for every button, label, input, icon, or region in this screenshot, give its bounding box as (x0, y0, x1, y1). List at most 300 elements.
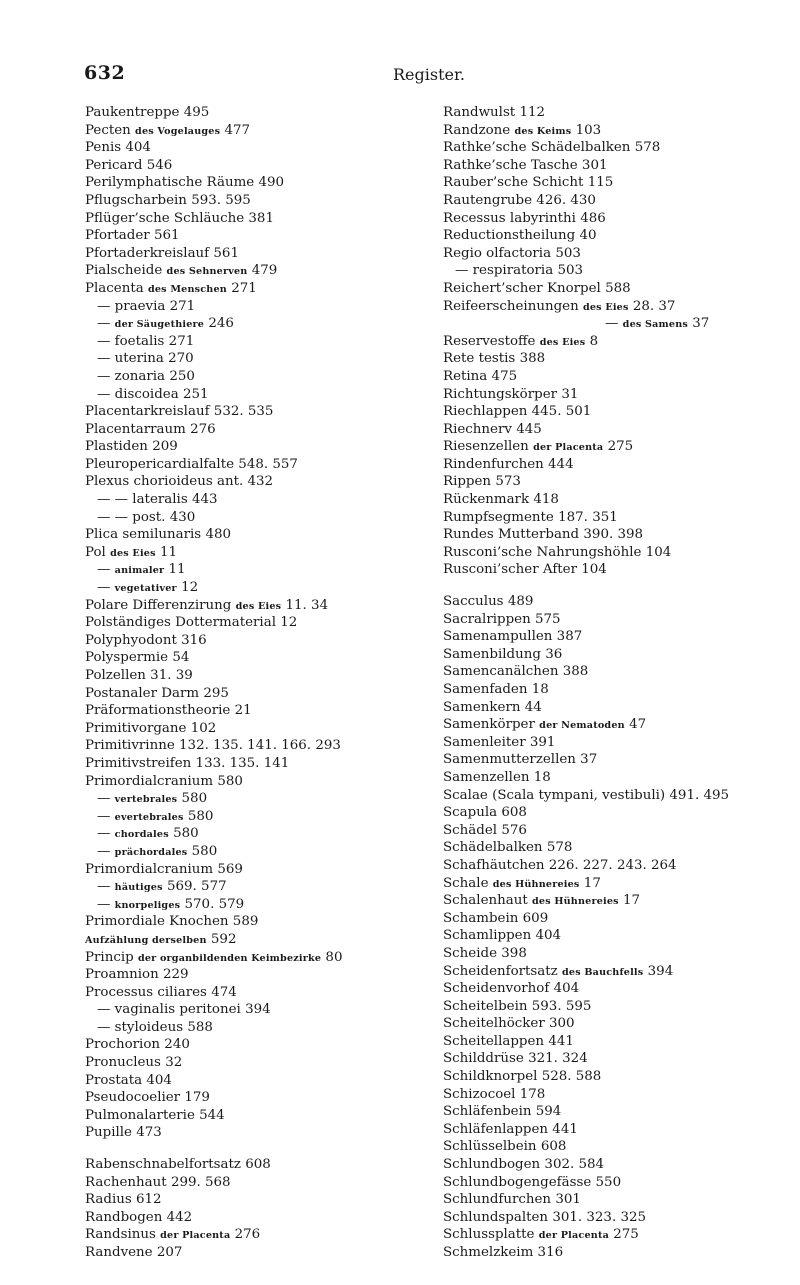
index-entry (85, 597, 415, 615)
index-entry (443, 787, 797, 805)
entry-term: Regio olfactoria (443, 245, 552, 261)
index-entry (443, 333, 797, 351)
index-entry (443, 593, 797, 611)
entry-page-refs: 316 (181, 632, 207, 648)
entry-page-refs: 561 (153, 228, 180, 244)
entry-term: Polare Differenzirung (85, 597, 232, 613)
entry-term: Primitivstreifen (85, 755, 192, 771)
entry-page-refs: 443 (191, 492, 218, 508)
index-entry (443, 438, 797, 456)
entry-term: Plexus chorioideus ant. (85, 474, 244, 490)
entry-term: — — lateralis (97, 492, 188, 508)
entry-qualifier: der Placenta (533, 442, 604, 454)
entry-term: Randsinus (85, 1227, 156, 1243)
index-entry (85, 579, 415, 597)
index-entry (443, 104, 797, 122)
entry-term: Primordialcranium (85, 773, 214, 789)
entry-qualifier: der Säugethiere (114, 319, 205, 331)
index-entry (85, 720, 415, 738)
index-entry (443, 1033, 797, 1051)
entry-term: — (605, 316, 619, 332)
entry-page-refs: 394 (245, 1002, 271, 1018)
index-entry (85, 1001, 415, 1019)
entry-term: Polyphyodont (85, 632, 177, 648)
entry-page-refs: 18 (531, 682, 549, 697)
entry-term: Schale (443, 875, 489, 891)
entry-page-refs: 80 (325, 949, 343, 965)
entry-term: — (97, 562, 111, 578)
index-entry (85, 210, 415, 228)
entry-page-refs: 594 (535, 1104, 562, 1120)
entry-page-refs: 246 (208, 316, 234, 332)
entry-qualifier: des Eies (539, 336, 586, 348)
entry-page-refs: 569. 577 (166, 879, 227, 895)
entry-qualifier: vertebrales (114, 794, 178, 806)
index-entry (85, 755, 415, 773)
entry-term: Randzone (443, 122, 511, 138)
entry-term: Prochorion (85, 1037, 161, 1053)
index-entry (443, 663, 797, 681)
entry-term: Rachenhaut (85, 1174, 167, 1190)
index-entry (443, 927, 797, 945)
index-entry (85, 491, 415, 509)
entry-qualifier: Aufzählung derselben (85, 934, 207, 946)
entry-term: Scheide (443, 945, 498, 961)
entry-page-refs: 11. 34 (285, 597, 329, 613)
entry-page-refs: 474 (211, 984, 237, 1000)
entry-page-refs: 609 (522, 910, 549, 926)
entry-term: Samenbildung (443, 646, 541, 662)
index-entry (85, 104, 415, 122)
entry-page-refs: 300 (548, 1016, 575, 1032)
index-entry (85, 984, 415, 1002)
entry-page-refs: 548. 557 (238, 456, 298, 472)
entry-term: Schildknorpel (443, 1069, 538, 1085)
entry-page-refs: 490 (258, 175, 285, 191)
index-entry (85, 473, 415, 491)
entry-term: Sacralrippen (443, 611, 531, 627)
entry-term: Prostata (85, 1072, 143, 1088)
entry-page-refs: 12 (280, 615, 298, 631)
entry-page-refs: 480 (205, 527, 231, 543)
entry-qualifier: animaler (114, 565, 165, 577)
entry-page-refs: 479 (251, 263, 278, 279)
entry-term: Scheitelhöcker (443, 1016, 545, 1032)
index-entry (85, 949, 415, 967)
entry-term: Proamnion (85, 967, 159, 983)
index-entry (443, 368, 797, 386)
entry-term: Samenampullen (443, 629, 553, 645)
index-entry (85, 790, 415, 808)
entry-page-refs: 387 (556, 629, 583, 645)
entry-page-refs: 18 (533, 769, 551, 785)
index-entry (443, 544, 797, 562)
entry-page-refs: 418 (533, 492, 559, 508)
entry-term: — (97, 843, 111, 859)
index-column-left (85, 104, 415, 1262)
index-entry (85, 1244, 415, 1262)
entry-term: Randvene (85, 1245, 153, 1260)
entry-page-refs: 37 (580, 752, 598, 768)
entry-page-refs: 316 (537, 1245, 564, 1260)
entry-page-refs: 569 (217, 861, 243, 877)
index-entry (85, 174, 415, 192)
entry-qualifier: des Menschen (147, 283, 227, 295)
entry-page-refs: 445 (516, 421, 542, 437)
entry-page-refs: 592 (210, 931, 237, 947)
index-entry (85, 403, 415, 421)
entry-page-refs: 112 (519, 105, 546, 120)
index-entry (443, 628, 797, 646)
index-entry (443, 262, 797, 280)
entry-page-refs: 430 (169, 509, 196, 525)
entry-page-refs: 207 (156, 1245, 183, 1260)
entry-term: — zonaria (97, 368, 166, 384)
entry-page-refs: 17 (583, 875, 601, 891)
entry-page-refs: 491. 495 (669, 787, 730, 803)
entry-term: — (97, 879, 111, 895)
index-entry (85, 245, 415, 263)
entry-term: Princip (85, 949, 134, 965)
entry-term: Rusconi’sche Nahrungshöhle (443, 544, 642, 560)
entry-term: Sacculus (443, 594, 504, 610)
entry-term: Samenfaden (443, 682, 528, 697)
index-entry (85, 931, 415, 949)
entry-page-refs: 404 (553, 981, 580, 997)
entry-page-refs: 503 (557, 263, 584, 279)
entry-page-refs: 593. 595 (191, 192, 251, 208)
index-entry (443, 1244, 797, 1262)
index-entry (85, 280, 415, 298)
index-entry (85, 526, 415, 544)
entry-term: Perilymphatische Räume (85, 175, 255, 191)
entry-page-refs: 426. 430 (536, 192, 596, 208)
entry-page-refs: 229 (163, 967, 189, 983)
index-entry (443, 421, 797, 439)
entry-page-refs: 588 (605, 280, 631, 296)
entry-term: Reservestoffe (443, 333, 536, 349)
entry-page-refs: 608 (540, 1139, 567, 1155)
entry-term: — (97, 808, 111, 824)
entry-term: Penis (85, 140, 122, 156)
index-entry (443, 491, 797, 509)
entry-term: Rippen (443, 474, 492, 490)
entry-page-refs: 276 (234, 1227, 261, 1243)
index-entry (85, 315, 415, 333)
index-entry (85, 1191, 415, 1209)
entry-term: Pfortader (85, 228, 150, 244)
entry-page-refs: 37 (692, 316, 710, 332)
index-entry (85, 122, 415, 140)
index-entry (85, 139, 415, 157)
index-entry (85, 262, 415, 280)
entry-term: Schalenhaut (443, 893, 528, 909)
index-entry (85, 667, 415, 685)
entry-term: Processus ciliares (85, 984, 207, 1000)
entry-qualifier: knorpeliges (114, 899, 181, 911)
index-entry (443, 350, 797, 368)
entry-page-refs: 608 (501, 805, 527, 821)
entry-term: Scheitelbein (443, 998, 528, 1014)
index-entry (443, 1191, 797, 1209)
entry-page-refs: 179 (184, 1090, 210, 1106)
index-entry (443, 611, 797, 629)
entry-term: Samenkörper (443, 717, 535, 733)
entry-term: Pfortaderkreislauf (85, 245, 210, 261)
entry-page-refs: 398 (501, 945, 527, 961)
index-entry (85, 157, 415, 175)
entry-qualifier: des Hühnereies (532, 896, 619, 908)
entry-term: Reductionstheilung (443, 228, 576, 244)
index-entry (443, 769, 797, 787)
entry-term: Plica semilunaris (85, 527, 202, 543)
index-entry (85, 1072, 415, 1090)
entry-page-refs: 550 (595, 1174, 622, 1190)
index-entry (85, 298, 415, 316)
index-entry (85, 333, 415, 351)
entry-term: — styloideus (97, 1019, 184, 1035)
entry-term: Samenmutterzellen (443, 752, 576, 768)
entry-page-refs: 432 (247, 474, 274, 490)
entry-page-refs: 445. 501 (531, 404, 592, 420)
index-entry (443, 280, 797, 298)
entry-term: Riesenzellen (443, 439, 529, 455)
entry-term: Präformationstheorie (85, 703, 231, 719)
index-entry (85, 649, 415, 667)
index-entry (85, 1156, 415, 1174)
index-entry (443, 509, 797, 527)
entry-term: Primitivrinne (85, 738, 175, 754)
entry-page-refs: 612 (136, 1192, 162, 1208)
entry-page-refs: 381 (248, 210, 274, 226)
entry-page-refs: 209 (152, 439, 178, 455)
entry-term: Samenkern (443, 699, 521, 715)
index-entry (85, 456, 415, 474)
index-entry (443, 1209, 797, 1227)
entry-term: Retina (443, 368, 488, 384)
entry-term: — — post. (97, 509, 166, 525)
entry-page-refs: 21 (234, 703, 252, 719)
entry-term: Polzellen (85, 668, 146, 683)
page-number: 632 (84, 62, 126, 84)
entry-term: Placenta (85, 280, 144, 296)
index-entry (85, 1174, 415, 1192)
index-entry (85, 1209, 415, 1227)
index-entry (85, 614, 415, 632)
entry-term: — (97, 791, 111, 807)
entry-term: Schläfenbein (443, 1104, 532, 1120)
entry-term: — respiratoria (455, 263, 554, 279)
index-entry (443, 699, 797, 717)
entry-qualifier: der Placenta (538, 1230, 609, 1242)
index-entry (443, 227, 797, 245)
entry-term: — foetalis (97, 333, 165, 349)
entry-page-refs: 321. 324 (528, 1051, 588, 1067)
entry-page-refs: 44 (524, 699, 542, 715)
entry-page-refs: 251 (182, 386, 209, 402)
index-entry (443, 210, 797, 228)
index-entry (85, 773, 415, 791)
index-entry (443, 1226, 797, 1244)
entry-qualifier: der Placenta (160, 1230, 231, 1242)
index-entry (443, 839, 797, 857)
entry-term: Pulmonalarterie (85, 1107, 195, 1123)
entry-page-refs: 271 (168, 333, 195, 349)
entry-term: — praevia (97, 298, 166, 314)
page-header (84, 62, 716, 86)
entry-page-refs: 580 (191, 843, 218, 859)
entry-page-refs: 36 (545, 646, 563, 662)
entry-qualifier: des Bauchfells (561, 966, 644, 978)
index-entry (443, 139, 797, 157)
entry-page-refs: 473 (136, 1125, 162, 1141)
index-entry (443, 403, 797, 421)
entry-term: Schambein (443, 910, 519, 926)
entry-page-refs: 270 (168, 351, 194, 367)
entry-term: Pecten (85, 122, 131, 138)
entry-qualifier: des Samens (622, 319, 688, 331)
entry-term: Schädel (443, 822, 498, 838)
index-entry (443, 1138, 797, 1156)
entry-term: — discoidea (97, 386, 179, 402)
entry-term: Richtungskörper (443, 386, 558, 402)
entry-page-refs: 132. 135. 141. 166. 293 (179, 738, 341, 754)
entry-page-refs: 442 (166, 1209, 193, 1225)
entry-page-refs: 388 (562, 664, 589, 680)
entry-qualifier: des Eies (110, 547, 156, 559)
index-entry (85, 1054, 415, 1072)
index-entry (85, 1226, 415, 1244)
entry-page-refs: 580 (173, 826, 199, 842)
entry-term: Scapula (443, 805, 498, 821)
entry-page-refs: 299. 568 (170, 1174, 231, 1190)
index-entry (85, 843, 415, 861)
index-entry (443, 716, 797, 734)
entry-page-refs: 104 (581, 562, 607, 578)
index-entry (443, 1174, 797, 1192)
entry-term: Scalae (Scala tympani, vestibuli) (443, 787, 666, 803)
entry-page-refs: 12 (181, 580, 199, 596)
entry-page-refs: 17 (623, 893, 641, 909)
letter-section-gap (443, 579, 797, 593)
entry-term: Pflugscharbein (85, 192, 187, 208)
entry-page-refs: 546 (146, 157, 173, 173)
entry-term: — (97, 826, 111, 842)
entry-page-refs: 31. 39 (150, 668, 193, 683)
entry-page-refs: 275 (613, 1227, 639, 1243)
entry-qualifier: prächordales (114, 846, 188, 858)
index-entry (443, 1015, 797, 1033)
entry-term: Samenleiter (443, 734, 526, 750)
entry-term: Schlundfurchen (443, 1192, 552, 1208)
index-entry (443, 646, 797, 664)
index-entry (443, 822, 797, 840)
index-entry (85, 632, 415, 650)
entry-page-refs: 477 (224, 122, 251, 138)
entry-page-refs: 271 (231, 280, 257, 296)
index-entry (443, 980, 797, 998)
entry-page-refs: 441 (552, 1121, 578, 1137)
entry-page-refs: 532. 535 (213, 404, 274, 420)
entry-page-refs: 275 (607, 439, 634, 455)
entry-term: Rindenfurchen (443, 456, 544, 472)
index-entry (85, 896, 415, 914)
entry-page-refs: 103 (575, 122, 602, 138)
entry-term: Schilddrüse (443, 1051, 524, 1067)
entry-term: Scheidenvorhof (443, 981, 550, 997)
entry-term: Primitivorgane (85, 720, 187, 736)
index-entry (443, 857, 797, 875)
entry-page-refs: 250 (169, 368, 195, 384)
index-entry (85, 192, 415, 210)
index-entry (443, 315, 797, 333)
entry-term: Pleuropericardialfalte (85, 456, 235, 472)
index-entry (85, 544, 415, 562)
index-entry (85, 1089, 415, 1107)
index-entry (443, 998, 797, 1016)
entry-qualifier: des Keims (514, 125, 572, 137)
index-entry (443, 473, 797, 491)
entry-term: Schafhäutchen (443, 857, 545, 873)
entry-page-refs: 226. 227. 243. 264 (548, 857, 677, 873)
index-entry (443, 122, 797, 140)
entry-qualifier: der Nematoden (539, 720, 625, 732)
entry-term: Placentarraum (85, 421, 186, 437)
entry-page-refs: 444 (548, 456, 574, 472)
entry-term: Pronucleus (85, 1055, 161, 1071)
index-entry (85, 350, 415, 368)
entry-term: Riechnerv (443, 421, 512, 437)
entry-page-refs: 394 (647, 963, 674, 979)
index-entry (443, 1156, 797, 1174)
entry-term: Schlüsselbein (443, 1139, 537, 1155)
entry-term: Rundes Mutterband (443, 527, 580, 543)
entry-term: Radius (85, 1192, 132, 1208)
entry-page-refs: 47 (629, 717, 647, 733)
entry-page-refs: 301 (555, 1192, 581, 1208)
entry-page-refs: 11 (159, 544, 178, 560)
index-entry (443, 804, 797, 822)
entry-page-refs: 102 (190, 720, 217, 736)
index-entry (85, 966, 415, 984)
index-entry (85, 861, 415, 879)
entry-page-refs: 503 (555, 245, 581, 261)
index-entry (85, 878, 415, 896)
entry-page-refs: 576 (501, 822, 527, 838)
entry-page-refs: 404 (535, 928, 562, 944)
entry-page-refs: 133. 135. 141 (195, 755, 290, 771)
index-entry (443, 681, 797, 699)
entry-qualifier: evertebrales (114, 811, 184, 823)
entry-page-refs: 187. 351 (558, 509, 618, 525)
index-entry (443, 734, 797, 752)
index-entry (443, 526, 797, 544)
entry-term: Polyspermie (85, 650, 169, 666)
entry-term: Schlussplatte (443, 1227, 535, 1243)
entry-term: — (97, 316, 111, 332)
entry-page-refs: 570. 579 (184, 896, 245, 912)
entry-term: Rusconi’scher After (443, 562, 577, 578)
entry-term: Pseudocoelier (85, 1090, 181, 1106)
entry-page-refs: 391 (529, 734, 556, 750)
entry-page-refs: 578 (546, 840, 573, 856)
entry-page-refs: 528. 588 (541, 1069, 602, 1085)
entry-term: — (97, 896, 111, 912)
index-entry (85, 825, 415, 843)
entry-term: Pialscheide (85, 263, 163, 279)
index-entry (443, 963, 797, 981)
entry-term: Schädelbalken (443, 840, 543, 856)
